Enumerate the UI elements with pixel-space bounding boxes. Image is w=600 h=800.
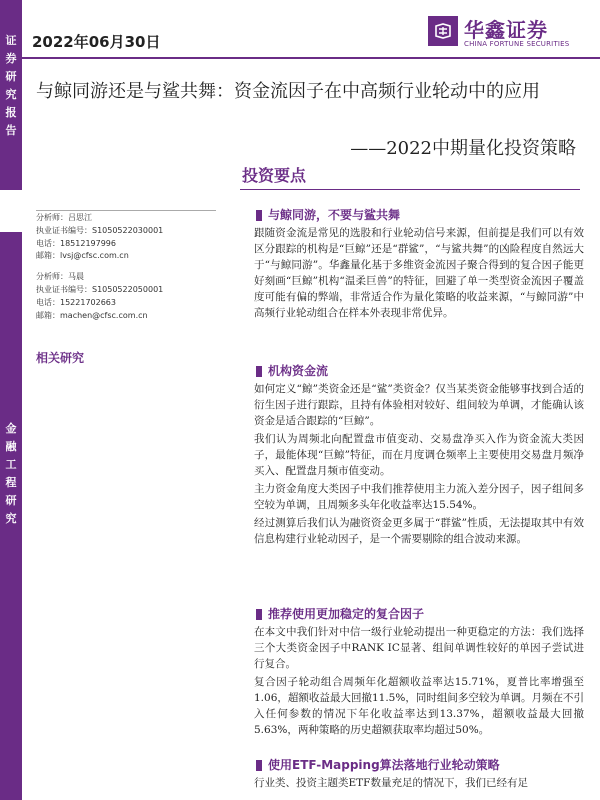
section-paragraph: 行业类、投资主题类ETF数量充足的情况下，我们已经有足 [254, 777, 528, 789]
section-title: 使用ETF-Mapping算法落地行业轮动策略 [254, 755, 584, 775]
analyst-phone: 电话：18512197996 [36, 238, 116, 248]
section-institutional-flow [254, 361, 584, 549]
analyst-license: 执业证书编号：S1050522030001 [36, 225, 164, 235]
sidebar-label-department: 金 融 工 程 研 究 [5, 422, 17, 525]
analyst-email[interactable]: 邮箱：lvsj@cfsc.com.cn [36, 251, 129, 261]
section-whale [254, 205, 584, 323]
analyst-name: 分析师：吕思江 [36, 213, 92, 222]
section-paragraph: 跟随资金流是常见的选股和行业轮动信号来源，但前提是我们可以有效区分跟踪的机构是“巨鲸”还是“群鲨”，“与鲨共舞”的凶险程度自然远大于“与鲸同游”。华鑫量化基于多维资金流因子聚合得到的复合因子能更好刻画“巨鲸”机构“温柔巨兽”的特征，回避了单一类型资金流因子覆盖度可能有偏的弊端，非常适合作为量化策略的收益来源，“与鲸同游”中高频行业轮动组合在样本外表现非常优异。 [254, 227, 584, 319]
section-title: 推荐使用更加稳定的复合因子 [254, 604, 584, 624]
company-logo [428, 12, 588, 52]
keypoints-heading: 投资要点 [242, 166, 307, 185]
report-title: 与鲸同游还是与鲨共舞：资金流因子在中高频行业轮动中的应用 [36, 81, 540, 102]
section-marker-icon [256, 210, 262, 221]
section-paragraph: 在本文中我们针对中信一级行业轮动提出一种更稳定的方法：我们选择三个大类资金因子中RANK IC显著、组间单调性较好的单因子尝试进行复合。 [254, 626, 584, 670]
section-paragraph: 如何定义“鲸”类资金还是“鲨”类资金？仅当某类资金能够事找到合适的衍生因子进行跟踪，且持有体验相对较好、组间较为单调，才能确认该资金是适合跟踪的“巨鲸”。 [254, 383, 584, 427]
section-title: 机构资金流 [254, 361, 584, 381]
analyst-name: 分析师：马晨 [36, 272, 84, 282]
report-subtitle: ——2022中期量化投资策略 [350, 138, 576, 159]
analyst-divider [36, 210, 216, 211]
section-paragraph: 经过测算后我们认为融资资金更多属于“群鲨”性质，无法提取其中有效信息构建行业轮动因子，是一个需要剔除的组合波动来源。 [254, 517, 584, 545]
section-paragraph: 主力资金角度大类因子中我们推荐使用主力流入差分因子，因子组间多空较为单调，且周频多头年化收益率达15.54%。 [254, 483, 584, 511]
logo-name-en: CHINA FORTUNE SECURITIES [464, 40, 570, 48]
section-paragraph: 我们认为周频北向配置盘市值变动、交易盘净买入作为资金流大类因子，最能体现“巨鲸”特征，而在月度调仓频率上主要使用交易盘月频净买入、配置盘月频市值变动。 [254, 433, 584, 477]
section-marker-icon [256, 366, 262, 377]
analyst-email[interactable]: 邮箱：machen@cfsc.com.cn [36, 310, 148, 320]
section-paragraph: 复合因子轮动组合周频年化超额收益率达15.71%，夏普比率增强至1.06，超额收益最大回撤11.5%，同时组间多空较为单调。月频在不引入任何参数的情况下年化收益率达到13.37%，超额收益最大回撤5.63%，两种策略的历史超额获取率均超过50%。 [254, 676, 584, 736]
related-research-heading: 相关研究 [36, 351, 85, 365]
sidebar-label-report-type: 证 券 研 究 报 告 [5, 34, 17, 137]
analyst-license: 执业证书编号：S1050522050001 [36, 284, 164, 294]
analyst-info [36, 212, 226, 322]
logo-mark-icon [428, 16, 458, 46]
report-date: 2022年06月30日 [32, 33, 161, 51]
section-title: 与鲸同游，不要与鲨共舞 [254, 205, 584, 225]
header-divider [22, 57, 600, 59]
logo-name-cn: 华鑫证券 [464, 18, 548, 42]
section-marker-icon [256, 609, 262, 620]
section-composite-factor [254, 604, 584, 740]
keypoints-divider [240, 189, 580, 190]
analyst-phone: 电话：15221702663 [36, 297, 116, 307]
section-marker-icon [256, 760, 262, 771]
section-etf-mapping [254, 755, 584, 793]
